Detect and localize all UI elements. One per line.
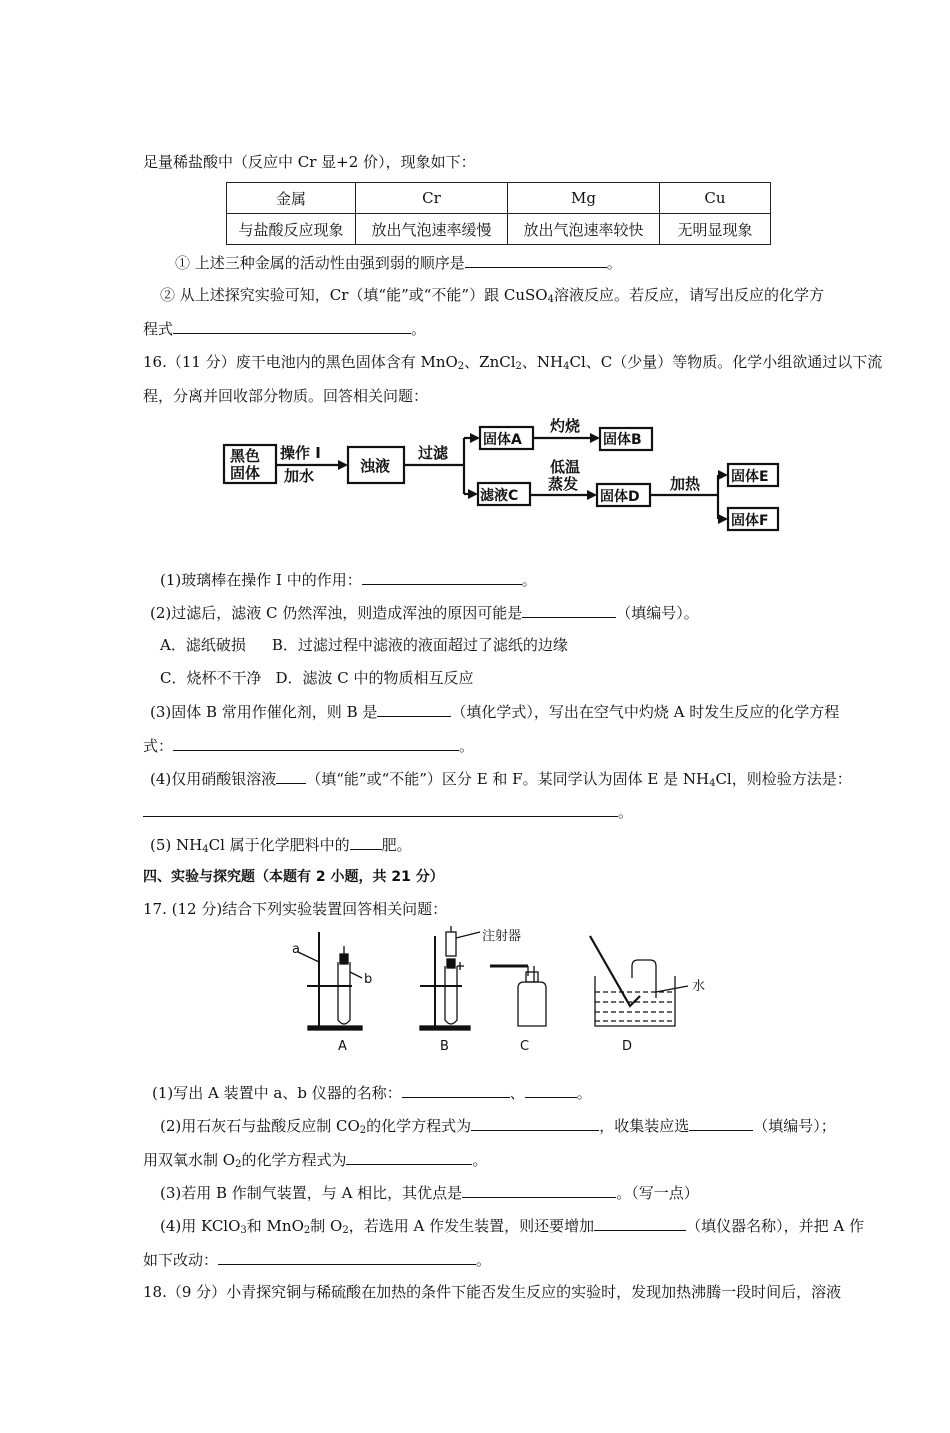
- flow-label: 加热: [670, 475, 701, 493]
- q17-sub4-text: ，若选用 A 作发生装置，则还要增加: [348, 1217, 595, 1235]
- q17-sub2-text: 的化学方程式为: [366, 1117, 472, 1135]
- q17-sub1-text: 、: [509, 1084, 525, 1102]
- table-header-cell: Cu: [660, 183, 771, 214]
- q17-sub2: [160, 1115, 836, 1136]
- q17-sub4-text-end: （填仪器名称），并把 A 作: [686, 1217, 864, 1235]
- apparatus-label: D: [622, 1039, 633, 1054]
- answer-blank[interactable]: [362, 569, 522, 585]
- q16-title-line2: 程，分离并回收部分物质。回答相关问题：: [143, 387, 429, 405]
- q16-title: [143, 352, 882, 372]
- q17-sub4-text: (4)用 KClO: [160, 1217, 241, 1235]
- option-a: A．滤纸破损: [160, 636, 246, 654]
- answer-blank[interactable]: [276, 768, 306, 784]
- flow-label: 操作 I: [280, 444, 321, 462]
- section-heading: 四、实验与探究题（本题有 2 小题，共 21 分）: [143, 869, 444, 885]
- apparatus-label: 注射器: [482, 929, 522, 944]
- table-row: [227, 183, 771, 214]
- q17-sub3: [160, 1182, 699, 1203]
- answer-blank[interactable]: [173, 735, 459, 751]
- q16-sub5-text: (5) NH: [150, 836, 203, 854]
- table-header-cell: Mg: [508, 183, 660, 214]
- q17-sub4-end: 。: [476, 1251, 492, 1269]
- q17-sub2-line2: [143, 1149, 487, 1170]
- flow-label: 固体D: [600, 489, 640, 505]
- answer-blank[interactable]: [218, 1249, 476, 1265]
- q17-sub4-line2: [143, 1249, 491, 1270]
- q17-sub3-text: (3)若用 B 作制气装置，与 A 相比，其优点是: [160, 1184, 463, 1202]
- q15-part3-end: 。: [411, 320, 427, 338]
- q16-sub3-end: 。: [459, 737, 475, 755]
- subscript: 4: [709, 778, 716, 789]
- flow-label: 浊液: [360, 457, 391, 475]
- answer-blank[interactable]: [525, 1082, 577, 1098]
- q16-sub2-end: （填编号）。: [616, 604, 699, 622]
- q16-sub4-text-end: Cl，则检验方法是：: [715, 770, 852, 788]
- subscript: 2: [359, 1125, 367, 1136]
- table-cell: 无明显现象: [660, 214, 771, 245]
- q16-sub3: [150, 701, 839, 722]
- q16-text: Cl、C（少量）等物质。化学小组欲通过以下流: [569, 353, 883, 371]
- apparatus-c: [490, 966, 546, 1026]
- q16-sub4-line2: [143, 801, 633, 822]
- q16-sub4-end: 。: [618, 803, 634, 821]
- q16-sub5-end: 肥。: [381, 836, 412, 854]
- option-c: C．烧杯不干净: [160, 669, 262, 687]
- q16-sub3-text: 式：: [143, 737, 174, 755]
- answer-blank[interactable]: [594, 1215, 686, 1231]
- subscript: 4: [563, 361, 570, 372]
- subscript: 2: [235, 1159, 242, 1170]
- apparatus-label: C: [520, 1039, 530, 1054]
- answer-blank[interactable]: [471, 1115, 599, 1131]
- q17-sub2-end: （填编号）；: [753, 1117, 836, 1135]
- flow-label: 黑色: [230, 447, 261, 465]
- intro-text: 足量稀盐酸中（反应中 Cr 显+2 价），现象如下：: [143, 153, 476, 171]
- q17-title: 17. (12 分)结合下列实验装置回答相关问题：: [143, 900, 448, 918]
- q15-part1: [175, 252, 622, 273]
- apparatus-label: B: [440, 1039, 449, 1054]
- flow-label: 灼烧: [550, 417, 581, 435]
- q16-sub5: [150, 834, 412, 855]
- q17-sub4: [160, 1215, 864, 1236]
- q17-sub2-text: 的化学方程式为: [241, 1151, 347, 1169]
- q16-options-ab: [160, 635, 568, 655]
- flow-label: 蒸发: [548, 475, 579, 493]
- answer-blank[interactable]: [689, 1115, 753, 1131]
- q18-text: 18.（9 分）小青探究铜与稀硫酸在加热的条件下能否发生反应的实验时，发现加热沸腾一段时间后，溶液: [143, 1283, 842, 1301]
- q17-sub2-end: 。: [472, 1151, 488, 1169]
- answer-blank[interactable]: [465, 252, 607, 268]
- table-header-cell: Cr: [356, 183, 508, 214]
- lab-apparatus-figure: [290, 926, 720, 1060]
- flow-label: 低温: [550, 458, 581, 476]
- table-cell: 放出气泡速率缓慢: [356, 214, 508, 245]
- q17-sub4-text: 制 O: [310, 1217, 343, 1235]
- q17-sub2-text: 用双氧水制 O: [143, 1151, 236, 1169]
- apparatus-label: b: [364, 972, 373, 987]
- metal-reaction-table: [226, 182, 771, 245]
- apparatus-label: a: [292, 942, 300, 957]
- table-cell: 放出气泡速率较快: [508, 214, 660, 245]
- q16-sub3-text: (3)固体 B 常用作催化剂，则 B 是: [150, 703, 378, 721]
- flow-label: 固体A: [483, 432, 522, 448]
- q17-sub2-text: ，收集装应选: [599, 1117, 690, 1135]
- q16-sub2: [150, 602, 699, 623]
- flow-label: 过滤: [418, 444, 449, 462]
- q17-sub4-text: 和 MnO: [246, 1217, 304, 1235]
- option-d: D．滤波 C 中的物质相互反应: [275, 669, 474, 687]
- apparatus-label: A: [338, 1039, 347, 1054]
- subscript: 2: [303, 1225, 311, 1236]
- flow-label: 固体B: [603, 432, 642, 448]
- flow-label: 加水: [284, 467, 315, 485]
- q16-sub3-text-end: （填化学式），写出在空气中灼烧 A 时发生反应的化学方程: [451, 703, 840, 721]
- apparatus-b: [420, 926, 480, 1030]
- flow-label: 固体F: [731, 513, 769, 529]
- subscript: 3: [240, 1225, 247, 1236]
- q16-sub1-end: 。: [521, 571, 537, 589]
- separation-flowchart: [220, 412, 790, 537]
- q15-part2-text: ② 从上述探究实验可知，Cr（填“能”或“不能”）跟 CuSO: [160, 286, 548, 304]
- subscript: 2: [457, 361, 465, 372]
- answer-blank[interactable]: [346, 1149, 472, 1165]
- q17-sub1-text: (1)写出 A 装置中 a、b 仪器的名称：: [152, 1084, 402, 1102]
- q16-sub4-text: （填“能”或“不能”）区分 E 和 F。某同学认为固体 E 是 NH: [306, 770, 710, 788]
- answer-blank[interactable]: [143, 801, 618, 817]
- q16-sub5-text: Cl 属于化学肥料中的: [208, 836, 350, 854]
- apparatus-label: 水: [692, 979, 706, 994]
- answer-blank[interactable]: [173, 318, 411, 334]
- q16-sub4-text: (4)仅用硝酸银溶液: [150, 770, 277, 788]
- subscript: 2: [342, 1225, 349, 1236]
- q16-sub2-text: (2)过滤后，滤液 C 仍然浑浊，则造成浑浊的原因可能是: [150, 604, 523, 622]
- q16-sub1: [160, 569, 537, 590]
- answer-blank[interactable]: [350, 834, 382, 850]
- q17-sub4-text: 如下改动：: [143, 1251, 219, 1269]
- answer-blank[interactable]: [402, 1082, 510, 1098]
- subscript: 4: [202, 844, 209, 855]
- q17-sub3-end: 。（写一点）: [616, 1184, 699, 1202]
- subscript: 2: [515, 361, 522, 372]
- q15-part1-end: 。: [606, 254, 622, 272]
- q16-text: 16.（11 分）废干电池内的黑色固体含有 MnO: [143, 353, 458, 371]
- q17-sub2-text: (2)用石灰石与盐酸反应制 CO: [160, 1117, 360, 1135]
- q16-sub4: [150, 768, 852, 789]
- option-b: B．过滤过程中滤液的液面超过了滤纸的边缘: [271, 636, 568, 654]
- q15-part2-text-end: 溶液反应。若反应，请写出反应的化学方: [553, 286, 824, 304]
- flow-label: 滤液C: [480, 488, 519, 504]
- answer-blank[interactable]: [462, 1182, 616, 1198]
- q17-sub1: [152, 1082, 592, 1103]
- q16-sub3-line2: [143, 735, 474, 756]
- q16-text: 、NH: [521, 353, 564, 371]
- table-row: [227, 214, 771, 245]
- q17-sub1-end: 。: [576, 1084, 592, 1102]
- flow-label: 固体: [230, 464, 261, 482]
- table-cell: 与盐酸反应现象: [227, 214, 356, 245]
- q15-part2: [160, 285, 824, 305]
- answer-blank[interactable]: [522, 602, 616, 618]
- q16-options-cd: [160, 668, 474, 688]
- q15-part3: [143, 318, 426, 339]
- q15-part1-text: ① 上述三种金属的活动性由强到弱的顺序是: [175, 254, 465, 272]
- subscript: 4: [547, 294, 554, 305]
- table-header-cell: 金属: [227, 183, 356, 214]
- q16-text: 、ZnCl: [464, 353, 516, 371]
- apparatus-d: [590, 936, 688, 1026]
- answer-blank[interactable]: [377, 701, 451, 717]
- apparatus-a: [298, 932, 362, 1030]
- q16-sub1-text: (1)玻璃棒在操作 I 中的作用：: [160, 571, 362, 589]
- flow-label: 固体E: [731, 469, 769, 485]
- q15-part3-text: 程式: [143, 320, 174, 338]
